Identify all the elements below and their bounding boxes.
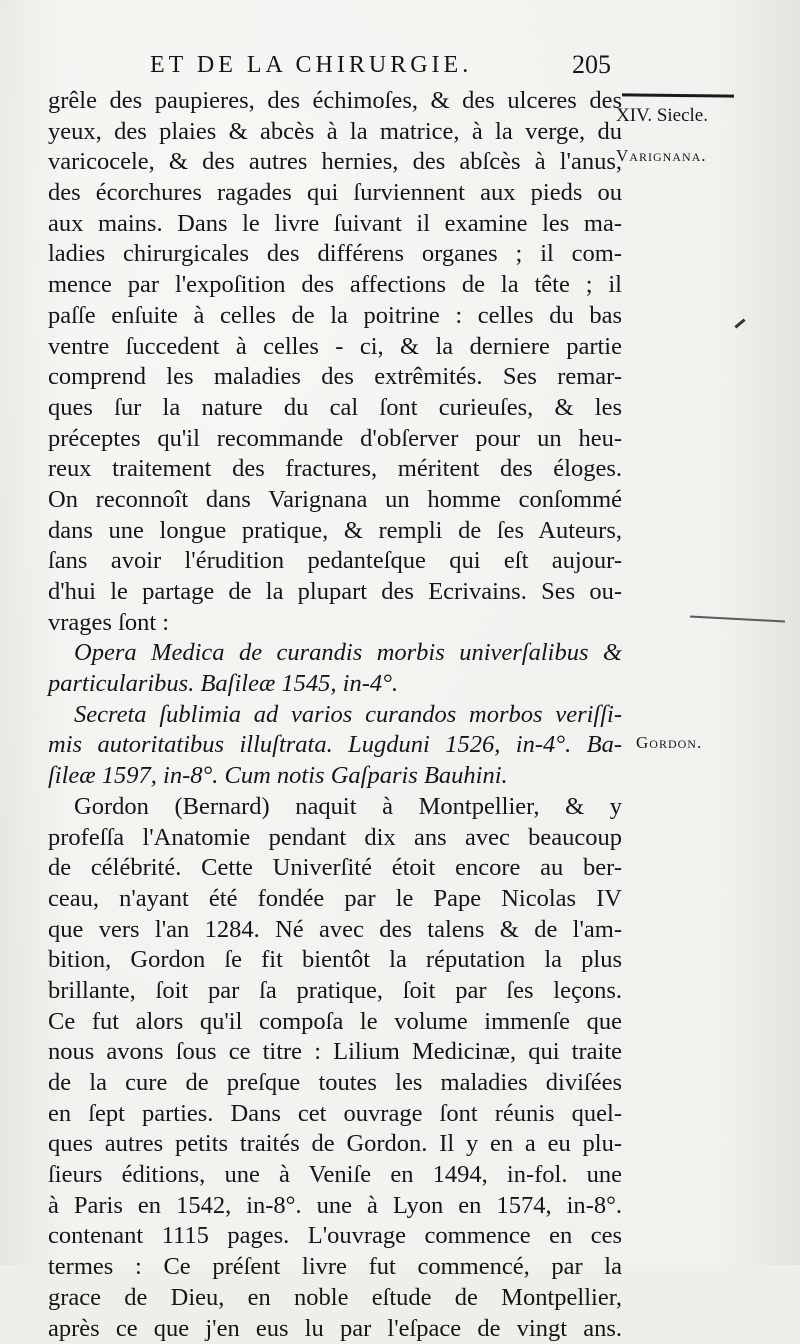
text-line: mence par l'expoſition des affections de la tête ; il xyxy=(48,270,622,301)
text-line: ques autres petits traités de Gordon. Il y en a eu plu- xyxy=(48,1129,622,1160)
margin-note-varignana: Varignana. xyxy=(616,146,707,166)
text-line: vrages ſont : xyxy=(48,608,622,639)
running-title: ET DE LA CHIRURGIE. xyxy=(150,52,472,79)
text-line: ceau, n'ayant été fondée par le Pape Nicolas IV xyxy=(48,884,622,915)
margin-ink-mark xyxy=(734,318,745,328)
text-line: aux mains. Dans le livre ſuivant il examine les ma- xyxy=(48,209,622,240)
text-line: Gordon (Bernard) naquit à Montpellier, & y xyxy=(48,792,622,823)
text-line: dans une longue pratique, & rempli de ſes Auteurs, xyxy=(48,516,622,547)
text-line: d'hui le partage de la plupart des Ecrivains. Ses ou- xyxy=(48,577,622,608)
text-line: contenant 1115 pages. L'ouvrage commence en ces xyxy=(48,1221,622,1252)
margin-note-century: XIV. Siecle. xyxy=(616,105,708,127)
text-line: ques ſur la nature du cal ſont curieuſes, & les xyxy=(48,393,622,424)
text-line: ſans avoir l'érudition pedanteſque qui eſt aujour- xyxy=(48,546,622,577)
text-line: varicocele, & des autres hernies, des abſcès à l'anus, xyxy=(48,147,622,178)
text-line: paſſe enſuite à celles de la poitrine : celles du bas xyxy=(48,301,622,332)
text-line: après ce que j'en eus lu par l'eſpace de vingt ans. xyxy=(48,1314,622,1344)
bibliography-line: Secreta ſublimia ad varios curandos morbos veriſſi- xyxy=(48,700,622,731)
text-line: de la cure de preſque toutes les maladies diviſées xyxy=(48,1068,622,1099)
bibliography-line: ſileæ 1597, in-8°. Cum notis Gaſparis Bauhini. xyxy=(48,761,622,792)
text-line: à Paris en 1542, in-8°. une à Lyon en 1574, in-8°. xyxy=(48,1191,622,1222)
text-line: On reconnoît dans Varignana un homme conſommé xyxy=(48,485,622,516)
text-line: profeſſa l'Anatomie pendant dix ans avec beaucoup xyxy=(48,823,622,854)
text-line: ladies chirurgicales des différens organes ; il com- xyxy=(48,239,622,270)
text-line: des écorchures ragades qui ſurviennent aux pieds ou xyxy=(48,178,622,209)
text-line: préceptes qu'il recommande d'obſerver pour un heu- xyxy=(48,424,622,455)
text-line: nous avons ſous ce titre : Lilium Medicinæ, qui traite xyxy=(48,1037,622,1068)
text-line: grace de Dieu, en noble eſtude de Montpellier, xyxy=(48,1283,622,1314)
bibliography-line: mis autoritatibus illuſtrata. Lugduni 1526, in-4°. Ba- xyxy=(48,730,622,761)
body-text xyxy=(48,86,622,1344)
text-line: Ce fut alors qu'il compoſa le volume immenſe que xyxy=(48,1007,622,1038)
text-line: ſieurs éditions, une à Veniſe en 1494, in-fol. une xyxy=(48,1160,622,1191)
text-line: reux traitement des fractures, méritent des éloges. xyxy=(48,454,622,485)
margin-note-gordon: Gordon. xyxy=(636,733,702,753)
bibliography-line: particularibus. Baſileæ 1545, in-4°. xyxy=(48,669,622,700)
text-line: comprend les maladies des extrêmités. Ses remar- xyxy=(48,362,622,393)
text-line: grêle des paupieres, des échimoſes, & des ulceres des xyxy=(48,86,622,117)
text-line: brillante, ſoit par ſa pratique, ſoit par ſes leçons. xyxy=(48,976,622,1007)
text-line: que vers l'an 1284. Né avec des talens & de l'am- xyxy=(48,915,622,946)
margin-rule xyxy=(622,93,734,97)
text-line: bition, Gordon ſe fit bientôt la réputation la plus xyxy=(48,945,622,976)
text-line: en ſept parties. Dans cet ouvrage ſont réunis quel- xyxy=(48,1099,622,1130)
page-header xyxy=(0,50,800,84)
page-number: 205 xyxy=(572,50,611,80)
text-line: yeux, des plaies & abcès à la matrice, à la verge, du xyxy=(48,117,622,148)
text-line: termes : Ce préſent livre fut commencé, par la xyxy=(48,1252,622,1283)
text-line: ventre ſuccedent à celles - ci, & la derniere partie xyxy=(48,332,622,363)
text-line: de célébrité. Cette Univerſité étoit encore au ber- xyxy=(48,853,622,884)
bibliography-line: Opera Medica de curandis morbis univerſalibus & xyxy=(48,638,622,669)
margin-stray-line xyxy=(690,616,785,622)
